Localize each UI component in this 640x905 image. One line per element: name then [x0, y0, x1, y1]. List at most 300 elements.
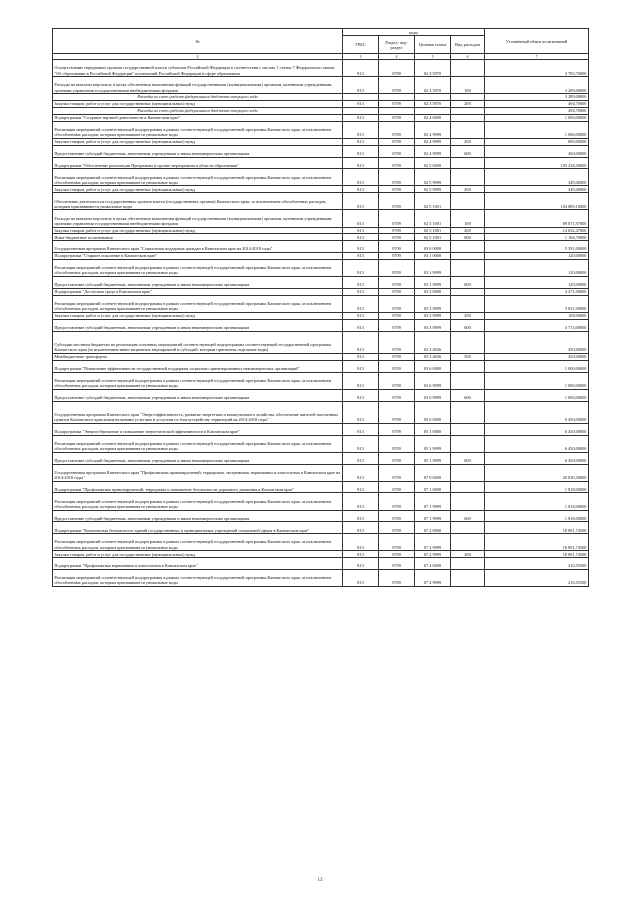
row-name-cell: Подпрограмма "Энергосбережение и повышение энергетической эффективности в Камчатском крае"	[53, 423, 343, 435]
row-name-cell: Закупка товаров, работ и услуг для государственных (муниципальных) нужд	[53, 551, 343, 558]
row-target-cell: 05 1 0000	[415, 423, 451, 435]
row-target-cell: 03 6 9999	[415, 372, 451, 389]
row-name-cell: Расходы на выплаты персоналу в целях обеспечения выполнения функций государственными (муниципальными) органами, казенными учреждениями, органами управления государственными внебюджетными фондами	[53, 210, 343, 227]
table-row	[53, 186, 589, 193]
table-row	[53, 435, 589, 452]
col-header-razdel: Раздел, под- раздел	[379, 36, 415, 54]
row-sum-cell: 800,00000	[485, 138, 589, 145]
row-expense-type-cell	[451, 360, 485, 372]
row-target-cell: 05 1 9999	[415, 435, 451, 452]
row-grbs-cell: 813	[343, 389, 379, 401]
row-sum-cell: 3 289,00000	[485, 77, 589, 94]
row-target-cell: 02 4 9999	[415, 145, 451, 157]
row-target-cell: 02 4 0000	[415, 114, 451, 121]
table-row	[53, 121, 589, 138]
table-row	[53, 558, 589, 570]
row-name-cell: Предоставление субсидий бюджетным, автономным учреждениям и иным некоммерческим организациям	[53, 277, 343, 289]
row-sum-cell: 5 391,00000	[485, 241, 589, 253]
row-expense-type-cell: 600	[451, 510, 485, 522]
row-name-cell: Реализация мероприятий соответствующей подпрограммы в рамках соответствующей государственной программы Камчатского края, за исключением обособленных расходов, которым присваиваются уникальные коды	[53, 259, 343, 276]
row-target-cell: 02 5 0000	[415, 157, 451, 169]
row-expense-type-cell: 600	[451, 145, 485, 157]
row-razdel-cell: 0709	[379, 493, 415, 510]
row-target-cell: 07 1 9999	[415, 493, 451, 510]
row-target-cell: 07 2 9999	[415, 534, 451, 551]
row-razdel-cell: 0709	[379, 210, 415, 227]
row-name-cell: Закупка товаров, работ и услуг для государственных (муниципальных) нужд	[53, 312, 343, 319]
row-expense-type-cell	[451, 94, 485, 101]
table-row	[53, 360, 589, 372]
row-target-cell: 02 5 9999	[415, 186, 451, 193]
row-target-cell: 07 1 0000	[415, 481, 451, 493]
row-sum-cell: 6 450,00000	[485, 435, 589, 452]
table-row	[53, 319, 589, 331]
table-row	[53, 259, 589, 276]
row-name-cell: Реализация мероприятий соответствующей подпрограммы в рамках соответствующей государственной программы Камчатского края, за исключением обособленных расходов, которым присваиваются уникальные коды	[53, 534, 343, 551]
row-expense-type-cell	[451, 481, 485, 493]
row-name-cell: Реализация мероприятий соответствующей подпрограммы в рамках соответствующей государственной программы Камчатского края, за исключением обособленных расходов, которым присваиваются уникальные коды	[53, 169, 343, 186]
row-sum-cell: 1 818,00000	[485, 510, 589, 522]
row-name-cell: Расходы на выплаты персоналу в целях обеспечения выполнения функций государственными (муниципальными) органами, казенными учреждениями, органами управления государственными внебюджетными фондами	[53, 77, 343, 94]
row-expense-type-cell: 100	[451, 77, 485, 94]
row-razdel-cell: 0709	[379, 319, 415, 331]
table-row	[53, 234, 589, 241]
row-sum-cell: 3 713,00000	[485, 319, 589, 331]
row-expense-type-cell	[451, 522, 485, 534]
table-row	[53, 312, 589, 319]
row-grbs-cell: 813	[343, 157, 379, 169]
table-row	[53, 551, 589, 558]
table-row	[53, 493, 589, 510]
row-grbs-cell: 813	[343, 288, 379, 295]
table-row	[53, 138, 589, 145]
row-target-cell: 02 5 1001	[415, 234, 451, 241]
row-grbs-cell: 813	[343, 114, 379, 121]
row-sum-cell: 20 830,30000	[485, 464, 589, 481]
row-sum-cell: 120,00000	[485, 259, 589, 276]
row-name-cell: Предоставление субсидий бюджетным, автономным учреждениям и иным некоммерческим организациям	[53, 145, 343, 157]
row-name-cell: Реализация мероприятий соответствующей подпрограммы в рамках соответствующей государственной программы Камчатского края, за исключением обособленных расходов, которым присваиваются уникальные коды	[53, 372, 343, 389]
row-name-cell: Реализация мероприятий соответствующей подпрограммы в рамках соответствующей государственной программы Камчатского края, за исключением обособленных расходов, которым присваиваются уникальные коды	[53, 295, 343, 312]
row-razdel-cell	[379, 107, 415, 114]
row-sum-cell: 260,00000	[485, 145, 589, 157]
row-razdel-cell: 0709	[379, 389, 415, 401]
table-row	[53, 77, 589, 94]
table-row	[53, 288, 589, 295]
row-expense-type-cell	[451, 253, 485, 260]
row-sum-cell: 210,55500	[485, 569, 589, 586]
row-target-cell	[415, 94, 451, 101]
row-expense-type-cell	[451, 558, 485, 570]
row-razdel-cell: 0709	[379, 277, 415, 289]
col-header-number: №	[53, 29, 343, 54]
row-razdel-cell: 0709	[379, 193, 415, 210]
row-expense-type-cell: 600	[451, 319, 485, 331]
row-expense-type-cell: 200	[451, 186, 485, 193]
row-sum-cell: 6 450,00000	[485, 423, 589, 435]
row-sum-cell: 349,40000	[485, 186, 589, 193]
row-target-cell: 07 4 0000	[415, 558, 451, 570]
table-row	[53, 193, 589, 210]
row-expense-type-cell: 500	[451, 353, 485, 360]
row-grbs-cell: 813	[343, 401, 379, 423]
row-razdel-cell: 0709	[379, 253, 415, 260]
row-razdel-cell: 0709	[379, 288, 415, 295]
row-grbs-cell: 813	[343, 253, 379, 260]
row-razdel-cell: 0709	[379, 372, 415, 389]
row-target-cell: 03 3 4036	[415, 353, 451, 360]
row-razdel-cell: 0709	[379, 234, 415, 241]
row-sum-cell: 494,70000	[485, 107, 589, 114]
row-target-cell: 02 4 9999	[415, 138, 451, 145]
row-grbs-cell	[343, 107, 379, 114]
row-sum-cell: 108,00000	[485, 312, 589, 319]
row-razdel-cell: 0709	[379, 312, 415, 319]
row-target-cell: 03 3 4036	[415, 331, 451, 353]
row-target-cell: 03 1 9999	[415, 259, 451, 276]
row-name-cell: Закупка товаров, работ и услуг для государственных (муниципальных) нужд	[53, 101, 343, 108]
row-expense-type-cell	[451, 295, 485, 312]
row-razdel-cell: 0709	[379, 464, 415, 481]
numbering-cell: 6	[451, 54, 485, 60]
table-row	[53, 372, 589, 389]
table-row	[53, 464, 589, 481]
row-target-cell: 03 1 9999	[415, 277, 451, 289]
row-sum-cell: 1 000,00000	[485, 360, 589, 372]
row-sum-cell: 18 801,74500	[485, 522, 589, 534]
page-number: 13	[317, 878, 323, 883]
row-expense-type-cell: 100	[451, 210, 485, 227]
row-sum-cell: 18 801,74500	[485, 551, 589, 558]
row-target-cell: 03 3 9999	[415, 295, 451, 312]
row-name-cell: Осуществление переданных органам государственной власти субъектов Российской Федерации в соответствии с частью 1 статьи 7 Федерального закона "Об образовании в Российской Федерации" полномочий Российской Федерации в сфере образования	[53, 60, 343, 77]
row-sum-cell: 1 818,00000	[485, 481, 589, 493]
row-sum-cell: 18 801,74500	[485, 534, 589, 551]
row-sum-cell: 3 783,70000	[485, 60, 589, 77]
table-subrow	[53, 107, 589, 114]
table-subrow	[53, 94, 589, 101]
row-target-cell: 03 6 0000	[415, 360, 451, 372]
row-grbs-cell: 813	[343, 510, 379, 522]
table-row	[53, 452, 589, 464]
row-sum-cell: 349,40000	[485, 169, 589, 186]
row-target-cell: 07 4 9999	[415, 569, 451, 586]
table-row	[53, 145, 589, 157]
row-grbs-cell: 813	[343, 435, 379, 452]
table-row	[53, 389, 589, 401]
row-expense-type-cell	[451, 401, 485, 423]
row-expense-type-cell	[451, 259, 485, 276]
row-name-cell: Государственная программа Камчатского края "Профилактика правонарушений, терроризма, экстремизма, наркомании и алкоголизма в Камчатском крае на 2014-2018 годы"	[53, 464, 343, 481]
row-sum-cell: 89 071,97000	[485, 210, 589, 227]
row-sum-cell: 210,55500	[485, 558, 589, 570]
table-row	[53, 277, 589, 289]
row-name-cell: Государственная программа Камчатского края "Социальная поддержка граждан в Камчатском крае на 2014-2018 годы"	[53, 241, 343, 253]
row-grbs-cell: 813	[343, 360, 379, 372]
row-name-cell: Предоставление субсидий бюджетным, автономным учреждениям и иным некоммерческим организациям	[53, 319, 343, 331]
row-razdel-cell: 0709	[379, 138, 415, 145]
row-razdel-cell: 0709	[379, 77, 415, 94]
row-name-cell: Закупка товаров, работ и услуг для государственных (муниципальных) нужд	[53, 138, 343, 145]
row-grbs-cell: 813	[343, 234, 379, 241]
row-grbs-cell: 813	[343, 101, 379, 108]
row-name-cell: Подпрограмма "Повышение эффективности государственной поддержки социально ориентированных некоммерческих организаций"	[53, 360, 343, 372]
table-row	[53, 481, 589, 493]
row-grbs-cell: 813	[343, 331, 379, 353]
table-row	[53, 114, 589, 121]
row-sum-cell: 105 238,50000	[485, 157, 589, 169]
row-target-cell: 02 3 5970	[415, 101, 451, 108]
row-grbs-cell	[343, 94, 379, 101]
row-razdel-cell: 0709	[379, 60, 415, 77]
row-grbs-cell: 813	[343, 121, 379, 138]
row-target-cell: 07 2 0000	[415, 522, 451, 534]
row-name-cell: Подпрограмма "Создание научной деятельности в Камчатском крае"	[53, 114, 343, 121]
col-header-grbs: ГРБС	[343, 36, 379, 54]
row-razdel-cell: 0709	[379, 481, 415, 493]
row-name-cell: Государственная программа Камчатского края "Энергоэффективность, развитие энергетики и коммунального хозяйства, обеспечение жителей населенных пунктов Камчатского края коммунальными услугами и услугами по благоустройству территорий на 2014-2018 годы"	[53, 401, 343, 423]
row-name-cell: Подпрограмма "Обеспечение реализации Программы и прочие мероприятия в области образования"	[53, 157, 343, 169]
row-razdel-cell: 0709	[379, 569, 415, 586]
row-target-cell: 07 2 9999	[415, 551, 451, 558]
table-row	[53, 569, 589, 586]
row-target-cell: 07 1 9999	[415, 510, 451, 522]
row-target-cell: 03 1 0000	[415, 253, 451, 260]
row-name-cell: Расходы за счет средств федерального бюджета текущего года	[53, 107, 343, 114]
row-grbs-cell: 813	[343, 312, 379, 319]
numbering-cell: 7	[485, 54, 589, 60]
row-razdel-cell: 0709	[379, 186, 415, 193]
row-grbs-cell: 813	[343, 210, 379, 227]
row-sum-cell: 1 818,00000	[485, 493, 589, 510]
table-row	[53, 60, 589, 77]
row-expense-type-cell	[451, 464, 485, 481]
row-target-cell: 02 3 5970	[415, 60, 451, 77]
col-header-target: Целевая статья	[415, 36, 451, 54]
row-expense-type-cell	[451, 121, 485, 138]
row-target-cell: 02 5 1001	[415, 193, 451, 210]
row-sum-cell: 494,70000	[485, 101, 589, 108]
numbering-cell: 5	[415, 54, 451, 60]
row-grbs-cell: 813	[343, 423, 379, 435]
row-name-cell: Расходы за счет средств федерального бюджета текущего года	[53, 94, 343, 101]
row-grbs-cell: 813	[343, 193, 379, 210]
row-name-cell: Закупка товаров, работ и услуг для государственных (муниципальных) нужд	[53, 227, 343, 234]
row-razdel-cell	[379, 94, 415, 101]
row-target-cell: 03 3 9999	[415, 312, 451, 319]
row-grbs-cell: 813	[343, 452, 379, 464]
row-target-cell	[415, 107, 451, 114]
row-grbs-cell: 813	[343, 493, 379, 510]
row-name-cell: Подпрограмма "Доступная среда в Камчатском крае"	[53, 288, 343, 295]
row-expense-type-cell: 200	[451, 138, 485, 145]
row-expense-type-cell	[451, 169, 485, 186]
row-sum-cell: 4 271,00000	[485, 288, 589, 295]
table-row	[53, 401, 589, 423]
row-grbs-cell: 813	[343, 319, 379, 331]
table-row	[53, 510, 589, 522]
table-row	[53, 534, 589, 551]
table-row	[53, 157, 589, 169]
row-expense-type-cell: 600	[451, 389, 485, 401]
row-grbs-cell: 813	[343, 353, 379, 360]
row-expense-type-cell	[451, 193, 485, 210]
col-header-codes-group: коды	[343, 29, 485, 36]
row-name-cell: Иные бюджетные ассигнования	[53, 234, 343, 241]
row-name-cell: Обеспечение деятельности государственных органов власти (государственных органов) Камчатского края, за исключением обособленных расходов, которым присваиваются уникальные коды	[53, 193, 343, 210]
row-grbs-cell: 813	[343, 464, 379, 481]
table-row	[53, 253, 589, 260]
row-name-cell: Реализация мероприятий соответствующей подпрограммы в рамках соответствующей государственной программы Камчатского края, за исключением обособленных расходов, которым присваиваются уникальные коды	[53, 435, 343, 452]
row-razdel-cell: 0709	[379, 401, 415, 423]
row-target-cell: 03 3 0000	[415, 288, 451, 295]
row-sum-cell: 1 060,00000	[485, 121, 589, 138]
row-expense-type-cell	[451, 435, 485, 452]
row-name-cell: Предоставление субсидий бюджетным, автономным учреждениям и иным некоммерческим организациям	[53, 389, 343, 401]
row-expense-type-cell	[451, 157, 485, 169]
row-razdel-cell: 0709	[379, 360, 415, 372]
row-razdel-cell: 0709	[379, 558, 415, 570]
table-row	[53, 101, 589, 108]
row-target-cell: 03 6 9999	[415, 389, 451, 401]
row-expense-type-cell	[451, 331, 485, 353]
row-name-cell: Реализация мероприятий соответствующей подпрограммы в рамках соответствующей государственной программы Камчатского края, за исключением обособленных расходов, которым присваиваются уникальные коды	[53, 493, 343, 510]
row-grbs-cell: 813	[343, 534, 379, 551]
row-expense-type-cell	[451, 114, 485, 121]
row-expense-type-cell: 200	[451, 551, 485, 558]
table-body	[53, 60, 589, 587]
row-razdel-cell: 0709	[379, 101, 415, 108]
row-expense-type-cell	[451, 241, 485, 253]
row-target-cell: 07 0 0000	[415, 464, 451, 481]
table-row	[53, 423, 589, 435]
row-expense-type-cell	[451, 60, 485, 77]
table-row	[53, 353, 589, 360]
row-expense-type-cell: 200	[451, 312, 485, 319]
row-sum-cell: 120,00000	[485, 277, 589, 289]
row-grbs-cell: 813	[343, 295, 379, 312]
row-razdel-cell: 0709	[379, 522, 415, 534]
row-grbs-cell: 813	[343, 569, 379, 586]
numbering-cell: 2	[53, 54, 343, 60]
row-razdel-cell: 0709	[379, 551, 415, 558]
row-sum-cell: 450,00000	[485, 353, 589, 360]
row-name-cell: Межбюджетные трансферты	[53, 353, 343, 360]
row-razdel-cell: 0709	[379, 295, 415, 312]
document-page	[52, 28, 588, 587]
row-expense-type-cell: 200	[451, 227, 485, 234]
row-expense-type-cell	[451, 372, 485, 389]
row-razdel-cell: 0709	[379, 534, 415, 551]
row-sum-cell: 14 632,47000	[485, 227, 589, 234]
table-row	[53, 210, 589, 227]
row-grbs-cell: 813	[343, 60, 379, 77]
row-expense-type-cell	[451, 493, 485, 510]
col-header-sum: Уточнённый объем ассигнований	[485, 29, 589, 54]
row-razdel-cell: 0709	[379, 114, 415, 121]
row-grbs-cell: 813	[343, 259, 379, 276]
row-expense-type-cell: 600	[451, 277, 485, 289]
row-expense-type-cell: 200	[451, 101, 485, 108]
row-expense-type-cell	[451, 288, 485, 295]
row-target-cell: 02 5 1001	[415, 210, 451, 227]
row-sum-cell: 1 184,70000	[485, 234, 589, 241]
row-expense-type-cell: 600	[451, 452, 485, 464]
row-grbs-cell: 813	[343, 481, 379, 493]
row-razdel-cell: 0709	[379, 227, 415, 234]
row-razdel-cell: 0709	[379, 423, 415, 435]
row-sum-cell: 6 450,00000	[485, 452, 589, 464]
row-sum-cell: 1 060,00000	[485, 114, 589, 121]
row-razdel-cell: 0709	[379, 353, 415, 360]
col-header-expense-type: Вид расходов	[451, 36, 485, 54]
table-row	[53, 522, 589, 534]
row-razdel-cell: 0709	[379, 145, 415, 157]
row-expense-type-cell	[451, 534, 485, 551]
row-grbs-cell: 813	[343, 186, 379, 193]
row-grbs-cell: 813	[343, 169, 379, 186]
row-target-cell: 05 0 0000	[415, 401, 451, 423]
row-grbs-cell: 813	[343, 227, 379, 234]
row-grbs-cell: 813	[343, 522, 379, 534]
table-row	[53, 295, 589, 312]
row-sum-cell: 104 889,10000	[485, 193, 589, 210]
row-target-cell: 03 3 9999	[415, 319, 451, 331]
row-name-cell: Подпрограмма "Профилактика правонарушений, терроризма и повышение безопасности дорожного движения в Камчатском крае"	[53, 481, 343, 493]
row-expense-type-cell: 800	[451, 234, 485, 241]
row-grbs-cell: 813	[343, 241, 379, 253]
table-row	[53, 241, 589, 253]
row-razdel-cell: 0709	[379, 241, 415, 253]
row-razdel-cell: 0709	[379, 259, 415, 276]
row-target-cell: 02 3 5970	[415, 77, 451, 94]
row-grbs-cell: 813	[343, 372, 379, 389]
row-razdel-cell: 0709	[379, 157, 415, 169]
row-sum-cell: 6 450,00000	[485, 401, 589, 423]
row-name-cell: Подпрограмма "Профилактика наркомании и алкоголизма в Камчатском крае"	[53, 558, 343, 570]
row-grbs-cell: 813	[343, 558, 379, 570]
row-razdel-cell: 0709	[379, 169, 415, 186]
row-target-cell: 03 0 0000	[415, 241, 451, 253]
row-sum-cell: 1 000,00000	[485, 389, 589, 401]
table-row	[53, 331, 589, 353]
row-target-cell: 02 5 9999	[415, 169, 451, 186]
budget-table	[52, 28, 589, 587]
row-name-cell: Закупка товаров, работ и услуг для государственных (муниципальных) нужд	[53, 186, 343, 193]
row-name-cell: Предоставление субсидий бюджетным, автономным учреждениям и иным некоммерческим организациям	[53, 510, 343, 522]
row-razdel-cell: 0709	[379, 510, 415, 522]
row-name-cell: Подпрограмма "Комплексная безопасность зданий государственных и муниципальных учреждений социальной сферы в Камчатском крае"	[53, 522, 343, 534]
row-grbs-cell: 813	[343, 77, 379, 94]
row-name-cell: Субсидии местным бюджетам на реализацию основных мероприятий соответствующей подпрограммы соответствующей государственной программы Камчатского края (за исключением инвестиционных мероприятий и субсидий, которым присвоены отдельные коды)	[53, 331, 343, 353]
row-sum-cell: 120,00000	[485, 253, 589, 260]
row-name-cell: Реализация мероприятий соответствующей подпрограммы в рамках соответствующей государственной программы Камчатского края, за исключением обособленных расходов, которым присваиваются уникальные коды	[53, 121, 343, 138]
row-name-cell: Предоставление субсидий бюджетным, автономным учреждениям и иным некоммерческим организациям	[53, 452, 343, 464]
row-expense-type-cell	[451, 569, 485, 586]
row-expense-type-cell	[451, 107, 485, 114]
row-grbs-cell: 813	[343, 145, 379, 157]
table-row	[53, 169, 589, 186]
table-row	[53, 227, 589, 234]
row-razdel-cell: 0709	[379, 435, 415, 452]
row-sum-cell: 3 289,00000	[485, 94, 589, 101]
row-name-cell: Подпрограмма "Старшее поколение в Камчатском крае"	[53, 253, 343, 260]
numbering-cell: 4	[379, 54, 415, 60]
row-sum-cell: 1 000,00000	[485, 372, 589, 389]
header-row-codes	[53, 29, 589, 36]
row-grbs-cell: 813	[343, 277, 379, 289]
row-grbs-cell: 813	[343, 551, 379, 558]
